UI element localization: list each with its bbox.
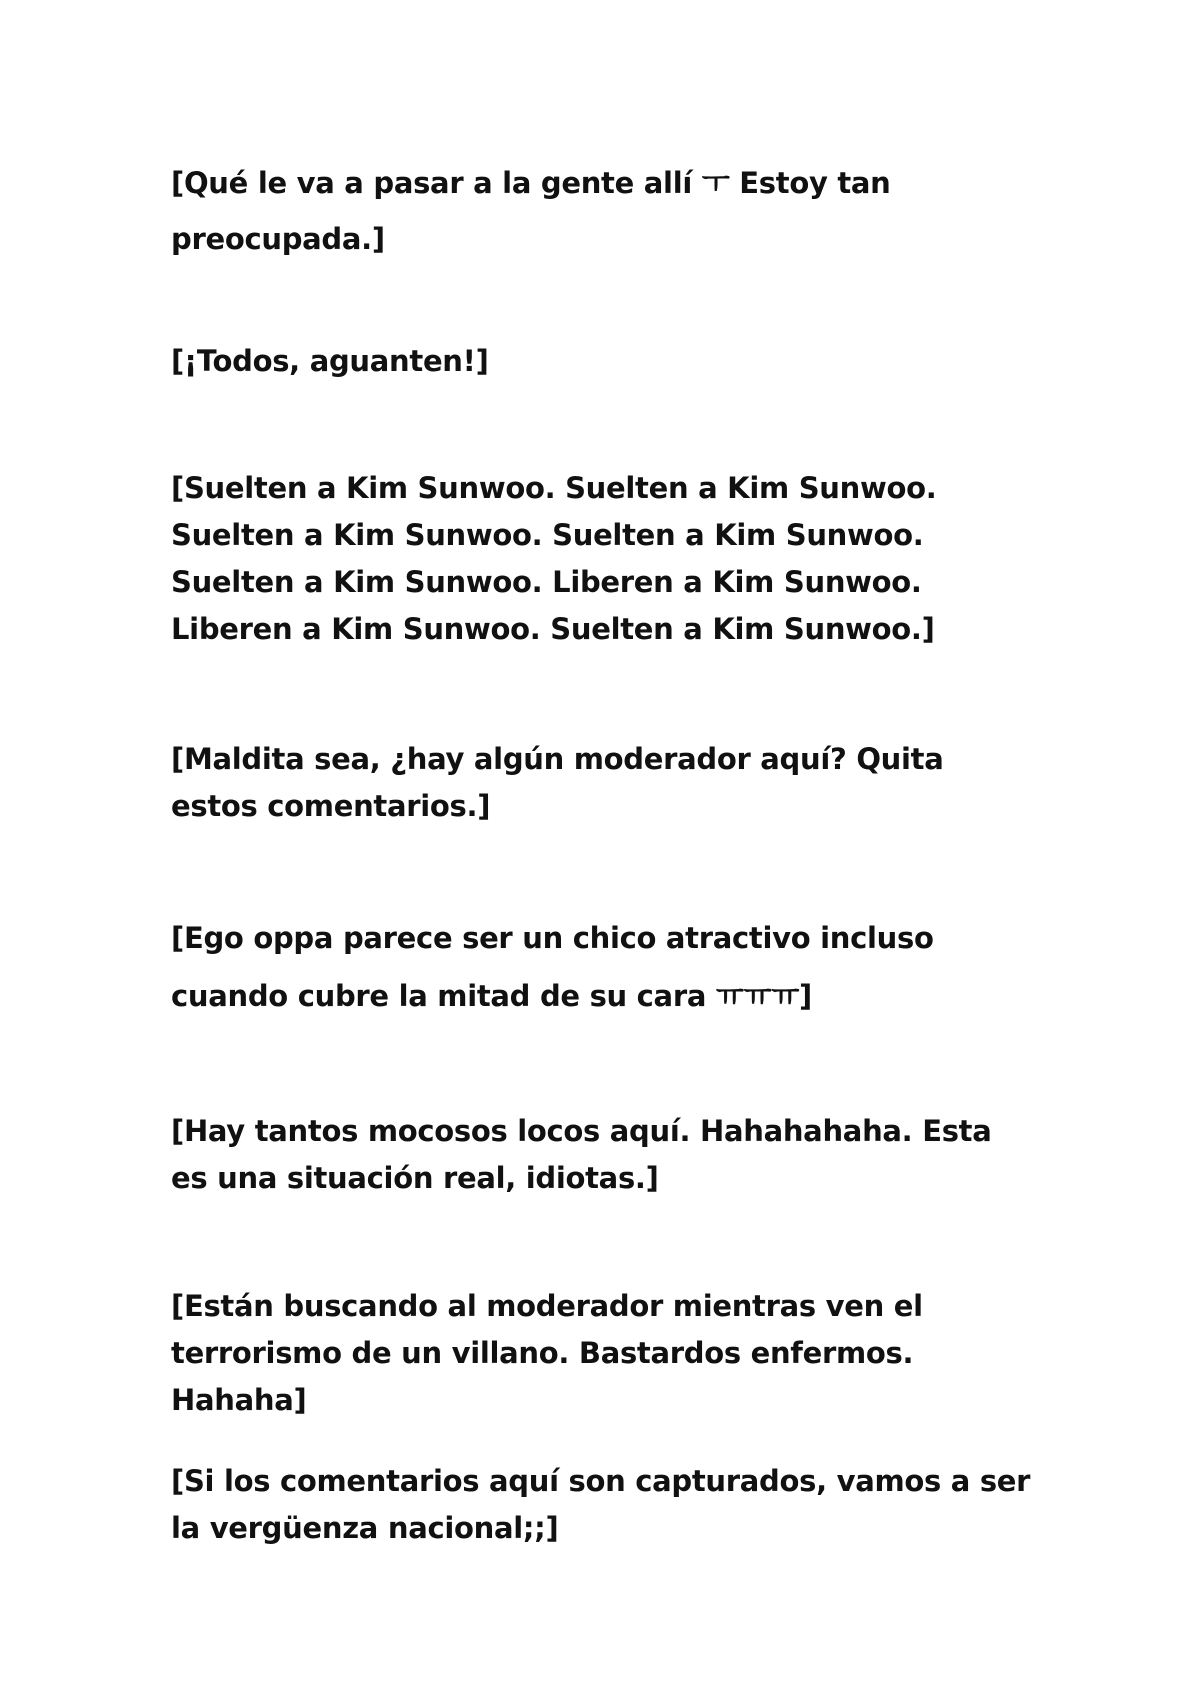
comment-text: [Si los comentarios aquí son capturados, vamos a ser la vergüenza nacional;;]	[171, 1464, 1031, 1545]
comment-text: [Qué le va a pasar a la gente allí ㅜ Estoy tan preocupada.]	[171, 166, 891, 256]
comment-text: [Suelten a Kim Sunwoo. Suelten a Kim Sunwoo. Suelten a Kim Sunwoo. Suelten a Kim Sunwoo. Suelten a Kim Sunwoo. Liberen a Kim Sunwoo. Liberen a Kim Sunwoo. Suelten a Kim Sunwoo.]	[171, 471, 937, 646]
comment-text: [Hay tantos mocosos locos aquí. Hahahahaha. Esta es una situación real, idiotas.]	[171, 1114, 992, 1195]
comment-text: [Maldita sea, ¿hay algún moderador aquí? Quita estos comentarios.]	[171, 742, 944, 823]
comment-text: [Ego oppa parece ser un chico atractivo incluso cuando cubre la mitad de su cara ㅠㅠㅠ]	[171, 921, 934, 1013]
comment-text: [Están buscando al moderador mientras ven el terrorismo de un villano. Bastardos enfermos. Hahaha]	[171, 1289, 923, 1417]
comment-text: [¡Todos, aguanten!]	[171, 344, 489, 378]
